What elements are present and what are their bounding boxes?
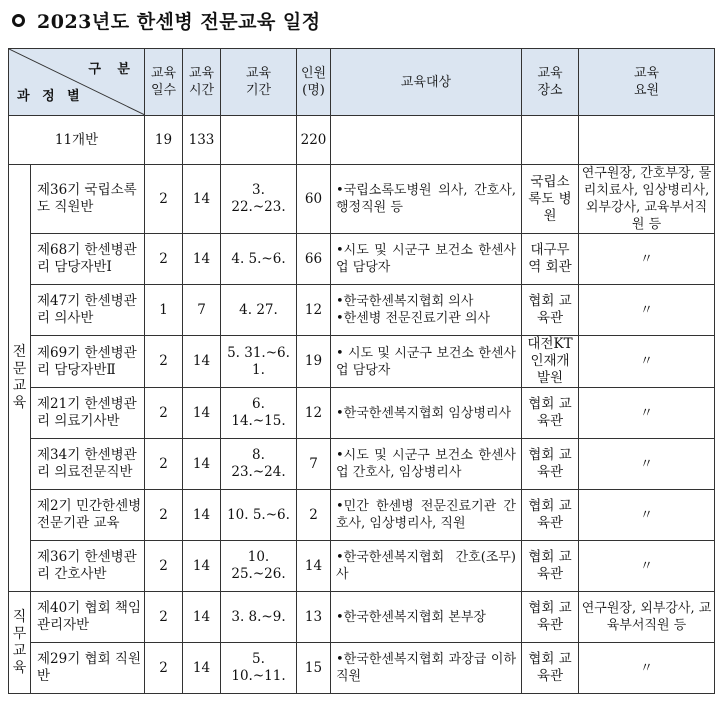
course-people: 13 [297,592,331,643]
course-name: 제47기 한센병관리 의사반 [31,285,145,336]
course-name: 제40기 협회 책임관리자반 [31,592,145,643]
course-people: 66 [297,234,331,285]
course-name: 제36기 한센병관리 간호사반 [31,541,145,592]
course-people: 7 [297,439,331,490]
course-name: 제36기 국립소록도 직원반 [31,165,145,234]
course-days: 1 [145,285,183,336]
total-hours: 133 [183,116,221,165]
course-place: 협회 교육관 [522,388,579,439]
total-staff [579,116,715,165]
header-period: 교육 기간 [221,49,297,116]
course-hours: 14 [183,643,221,694]
course-people: 14 [297,541,331,592]
table-row [9,592,715,643]
course-staff: 연구원장, 간호부장, 물리치료사, 임상병리사, 외부강사, 교육부서직원 등 [579,165,715,234]
course-hours: 14 [183,439,221,490]
course-target: •시도 및 시군구 보건소 한센사업 담당자 [331,234,522,285]
course-name: 제2기 민간한센병 전문기관 교육 [31,490,145,541]
course-target: •한국한센복지협회 과장급 이하 직원 [331,643,522,694]
table-row [9,541,715,592]
course-period: 8. 23.~24. [221,439,297,490]
course-days: 2 [145,336,183,388]
course-place: 협회 교육관 [522,285,579,336]
total-people: 220 [297,116,331,165]
course-target: •한국한센복지협회 의사 •한센병 전문진료기관 의사 [331,285,522,336]
course-people: 19 [297,336,331,388]
course-staff: 〃 [579,643,715,694]
course-people: 12 [297,388,331,439]
course-target: • 시도 및 시군구 보건소 한센사업 담당자 [331,336,522,388]
course-hours: 7 [183,285,221,336]
course-period: 5. 10.~11. [221,643,297,694]
total-target [331,116,522,165]
course-days: 2 [145,439,183,490]
course-staff: 〃 [579,541,715,592]
table-row [9,643,715,694]
course-name: 제29기 협회 직원반 [31,643,145,694]
course-staff: 연구원장, 외부강사, 교육부서직원 등 [579,592,715,643]
course-people: 2 [297,490,331,541]
course-period: 6. 14.~15. [221,388,297,439]
course-target: •시도 및 시군구 보건소 한센사업 간호사, 임상병리사 [331,439,522,490]
course-people: 15 [297,643,331,694]
page-title [12,6,321,34]
course-target: •민간 한센병 전문진료기관 간호사, 임상병리사, 직원 [331,490,522,541]
course-days: 2 [145,541,183,592]
table-row [9,336,715,388]
course-days: 2 [145,643,183,694]
course-period: 4. 27. [221,285,297,336]
course-name: 제68기 한센병관리 담당자반Ⅰ [31,234,145,285]
group-job: 직 무 교 육 [9,592,31,694]
course-name: 제21기 한센병관리 의료기사반 [31,388,145,439]
course-people: 60 [297,165,331,234]
course-place: 협회 교육관 [522,592,579,643]
course-period: 10. 5.~6. [221,490,297,541]
course-period: 4. 5.~6. [221,234,297,285]
course-place: 대전KT 인재개발원 [522,336,579,388]
course-name: 제34기 한센병관리 의료전문직반 [31,439,145,490]
header-place: 교육 장소 [522,49,579,116]
total-days: 19 [145,116,183,165]
course-place: 대구무역 회관 [522,234,579,285]
table-row [9,165,715,234]
course-target: •한국한센복지협회 본부장 [331,592,522,643]
course-hours: 14 [183,592,221,643]
course-staff: 〃 [579,336,715,388]
course-period: 3. 22.~23. [221,165,297,234]
title-text: 2023년도 한센병 전문교육 일정 [37,10,321,33]
course-days: 2 [145,388,183,439]
header-target: 교육대상 [331,49,522,116]
table-row [9,388,715,439]
header-row [9,49,715,116]
course-target: •한국한센복지협회 임상병리사 [331,388,522,439]
course-target: •국립소록도병원 의사, 간호사, 행정직원 등 [331,165,522,234]
course-place: 협회 교육관 [522,643,579,694]
header-people: 인원 (명) [297,49,331,116]
course-period: 5. 31.~6. 1. [221,336,297,388]
course-place: 협회 교육관 [522,439,579,490]
table-row [9,439,715,490]
course-target: •한국한센복지협회 간호(조무)사 [331,541,522,592]
course-staff: 〃 [579,285,715,336]
course-days: 2 [145,165,183,234]
total-course: 11개반 [9,116,145,165]
course-staff: 〃 [579,388,715,439]
course-days: 2 [145,592,183,643]
course-people: 12 [297,285,331,336]
course-period: 3. 8.~9. [221,592,297,643]
header-hours: 교육 시간 [183,49,221,116]
header-category: 구 분 [88,62,136,77]
course-period: 10. 25.~26. [221,541,297,592]
course-hours: 14 [183,165,221,234]
total-place [522,116,579,165]
course-days: 2 [145,490,183,541]
course-hours: 14 [183,336,221,388]
course-hours: 14 [183,541,221,592]
course-hours: 14 [183,388,221,439]
group-specialized: 전 문 교 육 [9,165,31,592]
header-staff: 교육 요원 [579,49,715,116]
course-hours: 14 [183,490,221,541]
course-staff: 〃 [579,490,715,541]
total-period [221,116,297,165]
course-hours: 14 [183,234,221,285]
course-staff: 〃 [579,234,715,285]
course-staff: 〃 [579,439,715,490]
diagonal-header-cell [9,49,145,116]
course-days: 2 [145,234,183,285]
schedule-table [8,48,715,694]
table-row [9,234,715,285]
table-row [9,490,715,541]
header-course: 과 정 별 [17,89,84,104]
course-place: 협회 교육관 [522,541,579,592]
circle-bullet-icon [12,14,25,27]
course-place: 협회 교육관 [522,490,579,541]
header-days: 교육 일수 [145,49,183,116]
course-place: 국립소록도 병원 [522,165,579,234]
course-name: 제69기 한센병관리 담당자반Ⅱ [31,336,145,388]
table-row [9,285,715,336]
diagonal-line [9,49,145,115]
total-row [9,116,715,165]
